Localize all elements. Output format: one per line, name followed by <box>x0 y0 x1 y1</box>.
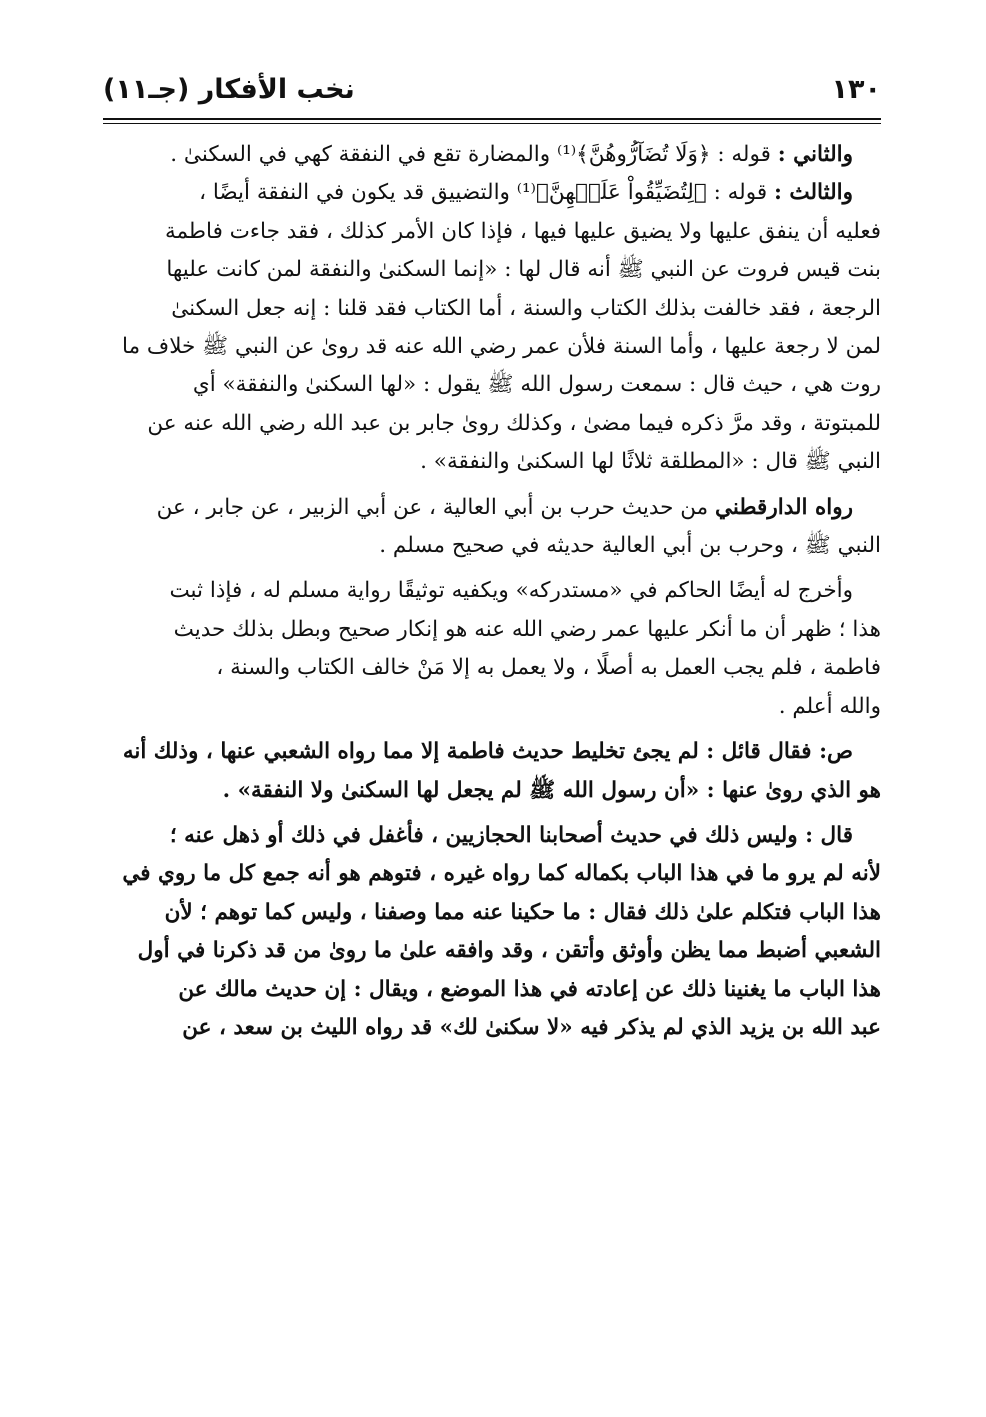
paragraph-daraqutni <box>103 489 881 566</box>
text-line: ص: فقال قائل : لم يجئ تخليط حديث فاطمة إلا مما رواه الشعبي عنها ، وذلك أنه <box>122 739 853 765</box>
text-line: هذا ؛ ظهر أن ما أنكر عليها عمر رضي الله عنه هو إنكار صحيح وبطل بذلك حديث <box>173 616 881 642</box>
text-line: وأخرج له أيضًا الحاكم في «مستدركه» ويكفيه توثيقًا رواية مسلم له ، فإذا ثبت <box>169 578 853 604</box>
text-line: هو الذي روىٰ عنها : «أن رسول الله ﷺ لم يجعل لها السكنىٰ ولا النفقة» . <box>222 777 881 803</box>
text-line: بنت قيس فروت عن النبي ﷺ أنه قال لها : «إنما السكنىٰ والنفقة لمن كانت عليها <box>166 257 881 283</box>
paragraph-hakim <box>103 572 881 726</box>
book-title: نخب الأفكار (جـ١١) <box>103 74 355 105</box>
text-line: النبي ﷺ ، وحرب بن أبي العالية حديثه في صحيح مسلم . <box>379 533 881 559</box>
paragraph-second <box>103 136 881 174</box>
paragraph-qala <box>103 817 881 1047</box>
paragraph-matn <box>103 733 881 810</box>
header-rule <box>103 118 881 120</box>
paragraph-lead: والثاني : <box>777 142 853 167</box>
header-rule-thin <box>103 123 881 124</box>
text-line: لمن لا رجعة عليها ، وأما السنة فلأن عمر رضي الله عنه قد روىٰ عن النبي ﷺ خلاف ما <box>122 334 881 360</box>
text-line: والله أعلم . <box>778 693 881 719</box>
paragraph-lead: رواه الدارقطني <box>715 494 853 520</box>
book-page <box>103 70 881 1047</box>
text-line: روت هي ، حيث قال : سمعت رسول الله ﷺ يقول : «لها السكنىٰ والنفقة» أي <box>192 372 881 398</box>
text-line: الرجعة ، فقد خالفت بذلك الكتاب والسنة ، أما الكتاب فقد قلنا : إنه جعل السكنىٰ <box>171 295 881 321</box>
running-header <box>103 70 881 110</box>
text-line: هذا الباب فتكلم علىٰ ذلك فقال : ما حكينا عنه مما وصفنا ، وليس كما توهم ؛ لأن <box>164 899 881 925</box>
page-number: ١٣٠ <box>831 74 881 105</box>
text-line: والثالث : قوله : ﴿لِتُضَيِّقُواْ عَلَيۡهِنَّ﴾⁽¹⁾ والتضييق قد يكون في النفقة أيضًا ، <box>199 180 853 206</box>
text-line: عبد الله بن يزيد الذي لم يذكر فيه «لا سكنىٰ لك» قد رواه الليث بن سعد ، عن <box>182 1014 881 1040</box>
paragraph-lead: والثالث : <box>773 180 853 206</box>
text-line: الشعبي أضبط مما يظن وأوثق وأتقن ، وقد وافقه علىٰ ما روىٰ من قد ذكرنا في أول <box>137 938 881 964</box>
paragraph-third <box>103 174 881 481</box>
text-line: رواه الدارقطني من حديث حرب بن أبي العالية ، عن أبي الزبير ، عن جابر ، عن <box>156 494 853 520</box>
text-line: النبي ﷺ قال : «المطلقة ثلاثًا لها السكنىٰ والنفقة» . <box>420 449 881 475</box>
text-line: للمبتوتة ، وقد مرَّ ذكره فيما مضىٰ ، وكذلك روىٰ جابر بن عبد الله رضي الله عنه عن <box>147 410 881 436</box>
text-line: فاطمة ، فلم يجب العمل به أصلًا ، ولا يعمل به إلا مَنْ خالف الكتاب والسنة ، <box>216 655 881 681</box>
page-body <box>103 136 881 1047</box>
text-line: هذا الباب ما يغنينا ذلك عن إعادته في هذا الموضع ، ويقال : إن حديث مالك عن <box>178 976 881 1002</box>
text-line: والثاني : قوله : ﴿وَلَا تُضَآرُّوهُنَّ﴾⁽¹⁾ والمضارة تقع في النفقة كهي في السكنىٰ . <box>170 142 853 167</box>
text-line: فعليه أن ينفق عليها ولا يضيق عليها فيها ، فإذا كان الأمر كذلك ، فقد جاءت فاطمة <box>164 218 881 244</box>
text-line: قال : وليس ذلك في حديث أصحابنا الحجازيين ، فأغفل في ذلك أو ذهل عنه ؛ <box>169 822 853 848</box>
text-line: لأنه لم يرو ما في هذا الباب بكماله كما رواه غيره ، فتوهم هو أنه جمع كل ما روي في <box>122 861 881 887</box>
